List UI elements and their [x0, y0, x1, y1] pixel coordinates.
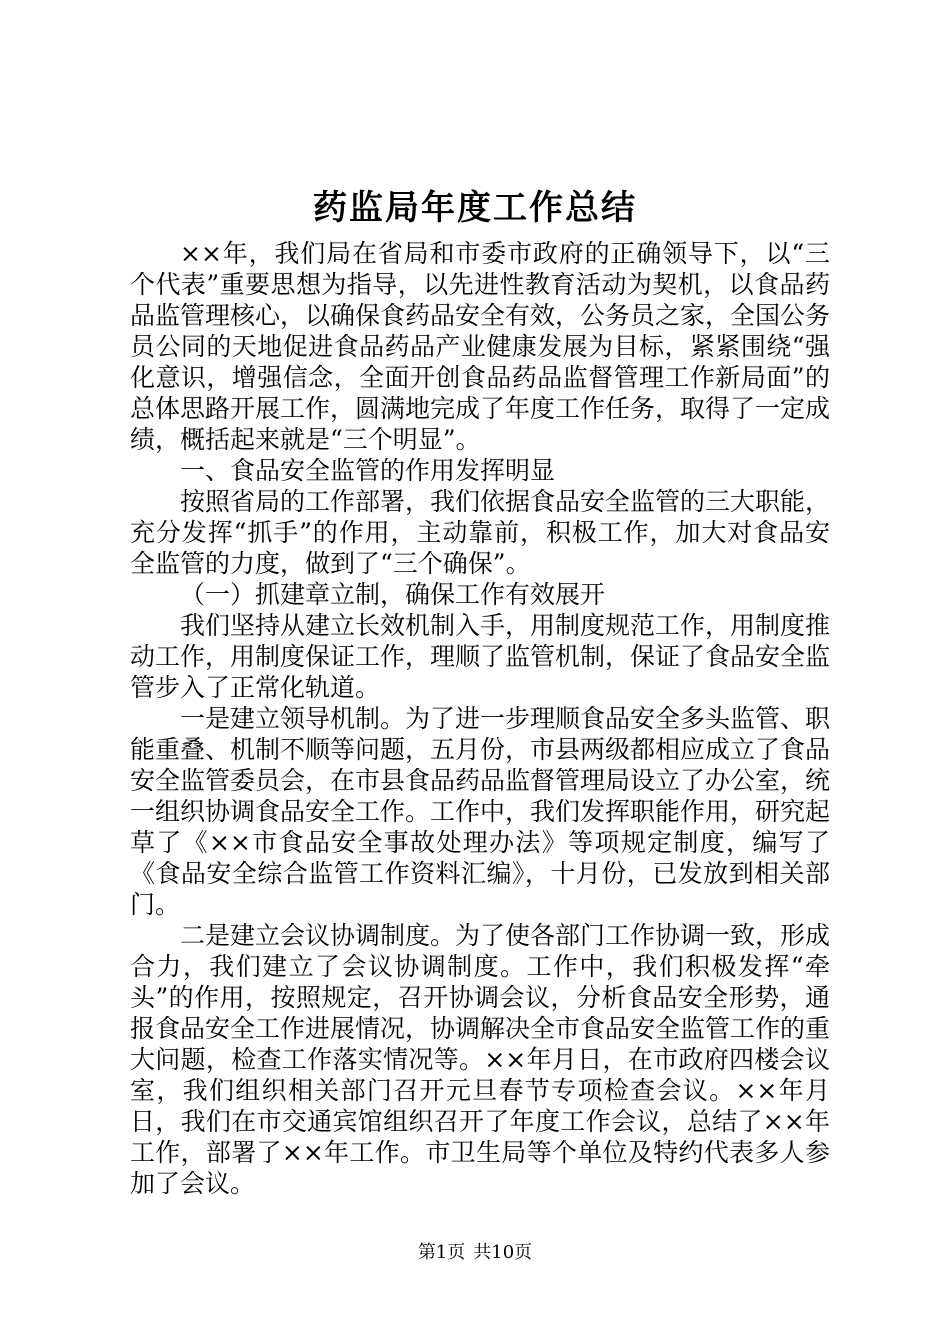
paragraph-section-1: 按照省局的工作部署，我们依据食品安全监管的三大职能，充分发挥“抓手”的作用，主动靠前，积极工作，加大对食品安全监管的力度，做到了“三个确保”。	[130, 487, 831, 578]
page-total: 共10页	[473, 1242, 533, 1263]
paragraph-intro: ××年，我们局在省局和市委市政府的正确领导下，以“三个代表”重要思想为指导，以先进性教育活动为契机，以食品药品监管理核心，以确保食药品安全有效，公务员之家，全国公务员公同的天地促进食品药品产业健康发展为目标，紧紧围绕“强化意识，增强信念，全面开创食品药品监督管理工作新局面”的总体思路开展工作，圆满地完成了年度工作任务，取得了一定成绩，概括起来就是“三个明显”。	[130, 239, 831, 454]
paragraph-leadership-mechanism: 一是建立领导机制。为了进一步理顺食品安全多头监管、职能重叠、机制不顺等问题，五月份，市县两级都相应成立了食品安全监管委员会，在市县食品药品监督管理局设立了办公室，统一组织协调食品安全工作。工作中，我们发挥职能作用，研究起草了《××市食品安全事故处理办法》等项规定制度，编写了《食品安全综合监管工作资料汇编》，十月份，已发放到相关部门。	[130, 704, 831, 919]
paragraph-subsection-1: 我们坚持从建立长效机制入手，用制度规范工作，用制度推动工作，用制度保证工作，理顺了监管机制，保证了食品安全监管步入了正常化轨道。	[130, 611, 831, 702]
page-footer	[0, 1241, 950, 1265]
subsection-heading-1: （一）抓建章立制，确保工作有效展开	[180, 580, 606, 609]
document-title: 药监局年度工作总结	[313, 188, 637, 228]
page-number: 第1页	[417, 1242, 466, 1263]
document-body	[130, 238, 830, 1199]
paragraph-meeting-coordination: 二是建立会议协调制度。为了使各部门工作协调一致，形成合力，我们建立了会议协调制度。工作中，我们积极发挥“牵头”的作用，按照规定，召开协调会议，分析食品安全形势，通报食品安全工作进展情况，协调解决全市食品安全监管工作的重大问题，检查工作落实情况等。××年月日，在市政府四楼会议室，我们组织相关部门召开元旦春节专项检查会议。××年月日，我们在市交通宾馆组织召开了年度工作会议，总结了××年工作，部署了××年工作。市卫生局等个单位及特约代表多人参加了会议。	[130, 921, 831, 1198]
section-heading-1: 一、食品安全监管的作用发挥明显	[180, 456, 556, 485]
